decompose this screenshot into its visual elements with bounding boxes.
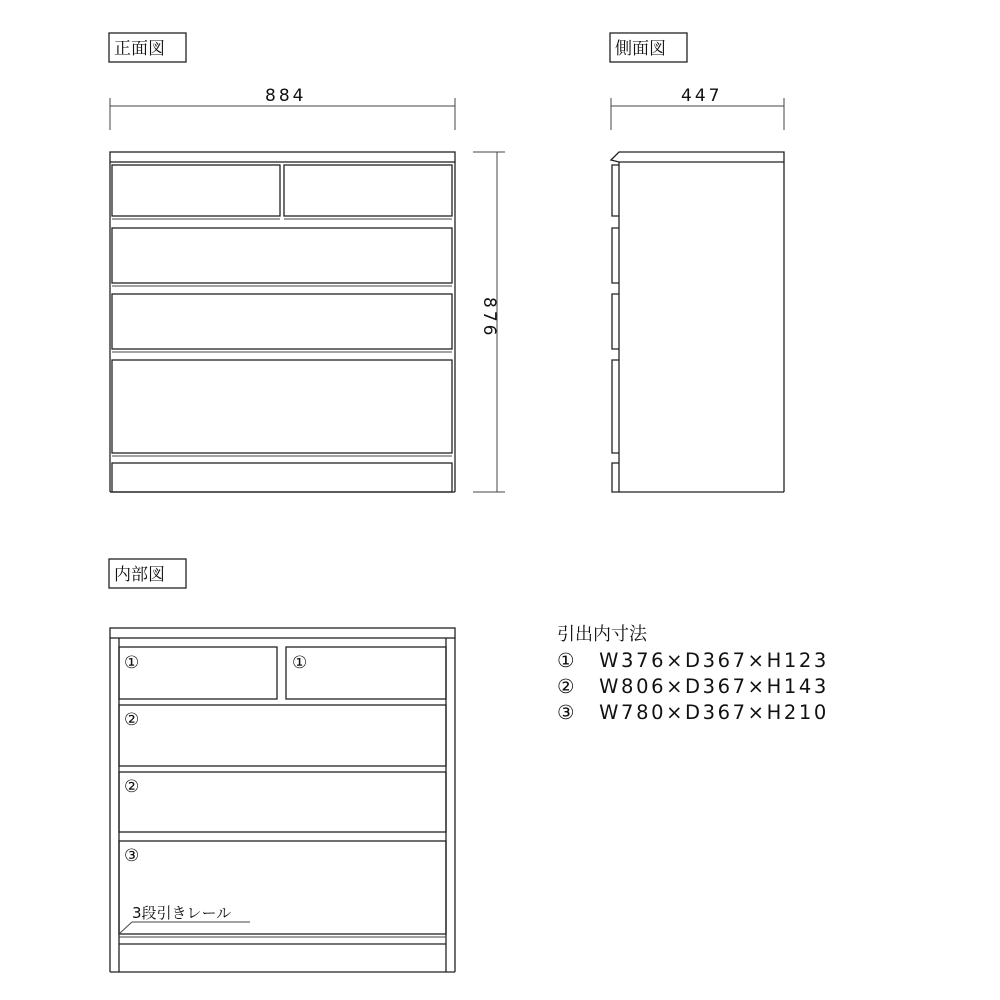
marker-drawer-1a: ① <box>124 653 140 673</box>
depth-dimension: 447 <box>681 86 723 106</box>
marker-drawer-3: ② <box>124 777 140 797</box>
inner-dimensions-title: 引出内寸法 <box>557 624 647 645</box>
side-plinth <box>612 463 619 492</box>
side-drawer-4 <box>612 360 619 453</box>
side-top-board <box>611 152 784 162</box>
interior-drawer-3 <box>119 772 446 832</box>
interior-drawer-1a <box>119 647 277 699</box>
interior-top-board <box>110 628 455 638</box>
small-drawer-right <box>284 165 452 216</box>
drawer-3 <box>112 294 452 349</box>
marker-drawer-1b: ① <box>292 653 308 673</box>
plinth <box>112 463 452 492</box>
inner-dimension-row: ③ W780×D367×H210 <box>557 701 829 724</box>
interior-drawer-2 <box>119 705 446 766</box>
rail-label: 3段引きレール <box>132 904 232 922</box>
inner-dimension-row: ① W376×D367×H123 <box>557 649 829 672</box>
drawer-2 <box>112 228 452 283</box>
inner-dimensions-panel <box>557 622 829 726</box>
marker-drawer-4: ③ <box>124 846 140 866</box>
drawer-4 <box>112 360 452 453</box>
inner-dimension-row: ② W806×D367×H143 <box>557 675 829 698</box>
side-view-title: 側面図 <box>615 39 666 59</box>
marker-drawer-2: ② <box>124 710 140 730</box>
top-board <box>110 152 455 162</box>
width-dimension: 884 <box>265 86 307 106</box>
small-drawer-left <box>112 165 280 216</box>
interior-view <box>109 559 455 972</box>
interior-view-title: 内部図 <box>114 565 165 585</box>
side-view <box>610 33 784 492</box>
height-dimension: 876 <box>479 297 499 339</box>
interior-drawer-1b <box>286 647 446 699</box>
front-view <box>109 33 505 492</box>
side-drawer-1 <box>612 165 619 216</box>
rail-leader-diagonal <box>119 922 132 934</box>
side-drawer-3 <box>612 294 619 349</box>
side-drawer-2 <box>612 228 619 283</box>
front-view-title: 正面図 <box>114 39 165 59</box>
